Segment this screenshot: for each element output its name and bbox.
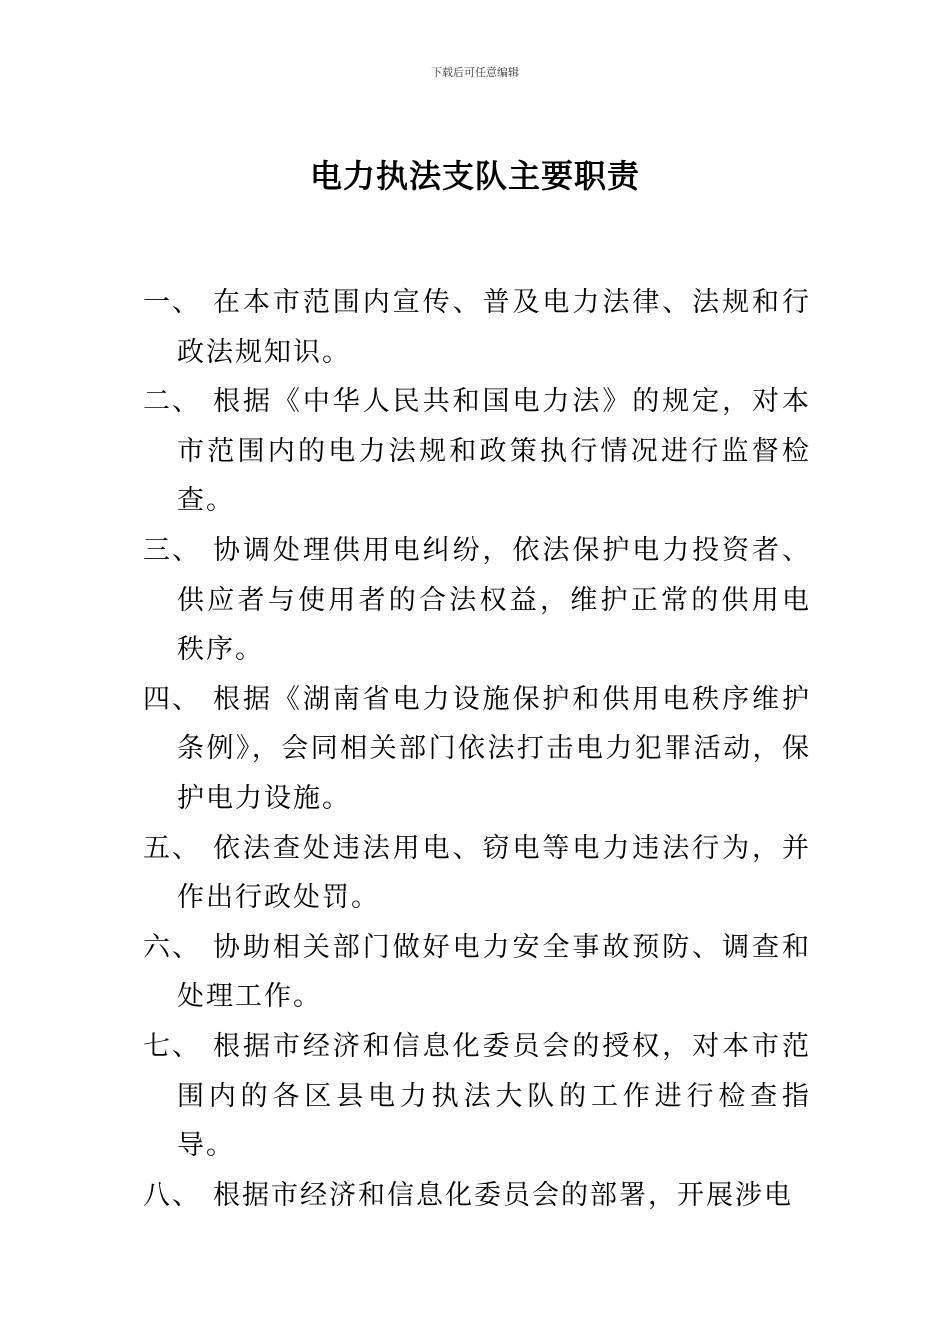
duty-item-2 [143,377,811,526]
duty-text: 协助相关部门做好电力安全事故预防、调查和处理工作。 [177,931,811,1013]
duty-item-6 [143,923,811,1022]
duty-number: 一、 [143,287,201,318]
duty-number: 二、 [143,386,201,418]
duty-number: 七、 [143,1030,201,1062]
duty-number: 六、 [143,931,201,963]
header-note: 下载后可任意编辑 [431,66,519,79]
duty-number: 五、 [143,832,201,864]
duty-number: 八、 [143,1179,201,1211]
duty-text: 依法查处违法用电、窃电等电力违法行为，并作出行政处罚。 [177,832,811,914]
duty-item-4 [143,675,811,824]
duty-text: 根据《中华人民共和国电力法》的规定，对本市范围内的电力法规和政策执行情况进行监督检查。 [177,386,811,517]
duty-item-1 [143,278,811,377]
duty-text: 根据《湖南省电力设施保护和供用电秩序维护条例》，会同相关部门依法打击电力犯罪活动，保护电力设施。 [177,683,811,814]
duty-text: 根据市经济和信息化委员会的授权，对本市范围内的各区县电力执法大队的工作进行检查指导。 [177,1030,811,1162]
duty-item-8 [143,1171,811,1221]
duty-text: 协调处理供用电纠纷，依法保护电力投资者、供应者与使用者的合法权益，维护正常的供用电秩序。 [177,534,811,666]
duty-item-3 [143,526,811,675]
duty-item-7 [143,1022,811,1171]
duty-text: 根据市经济和信息化委员会的部署，开展涉电 [213,1179,793,1211]
duty-item-5 [143,824,811,923]
duty-text: 在本市范围内宣传、普及电力法律、法规和行政法规知识。 [177,287,811,368]
duty-list [143,278,811,1220]
duty-number: 三、 [143,534,201,566]
duty-number: 四、 [143,683,201,715]
document-title: 电力执法支队主要职责 [309,157,640,195]
